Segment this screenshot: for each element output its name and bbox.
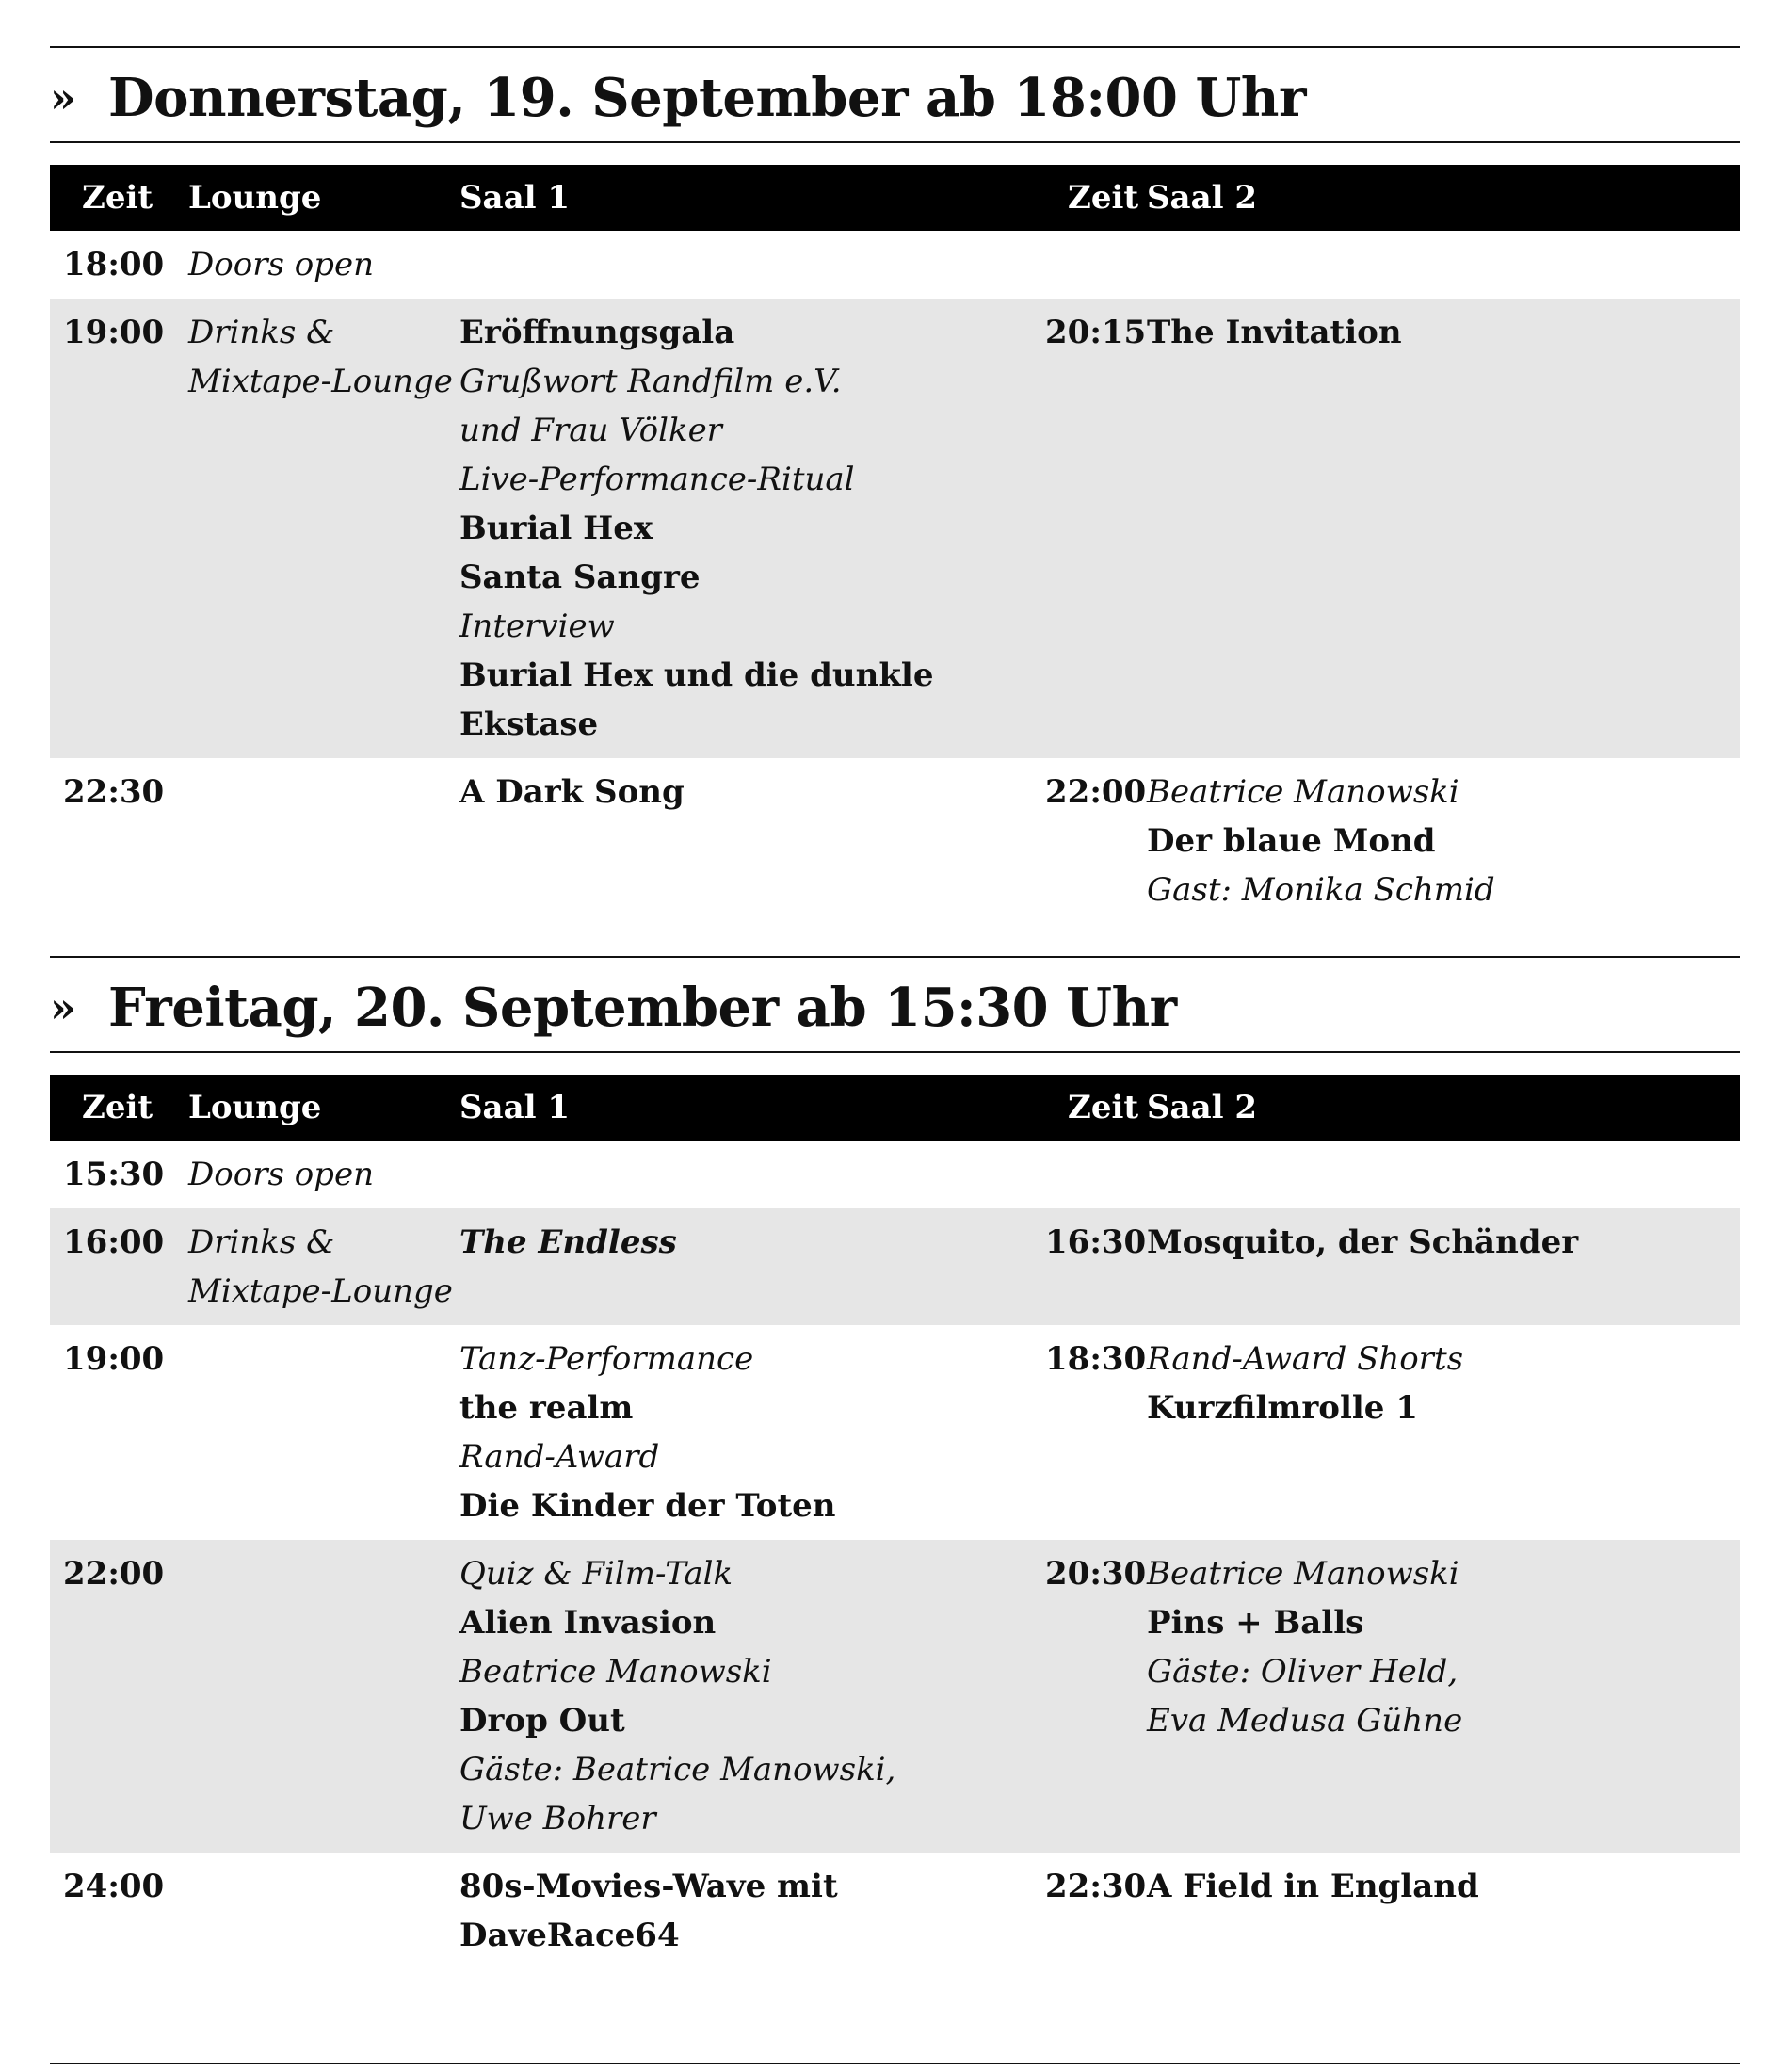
raquo-icon: » [50, 983, 76, 1032]
header-zeit-2: Zeit [1068, 1089, 1139, 1126]
saal2-cell [1147, 1335, 1740, 1530]
day-title: Donnerstag, 19. September ab 18:00 Uhr [108, 67, 1307, 129]
program-note: Tanz-Performance [459, 1340, 754, 1378]
table-row [50, 299, 1740, 758]
time-saal1: 24:00 [63, 1868, 165, 1905]
saal2-cell [1147, 1862, 1740, 1960]
saal2-cell [1147, 1150, 1740, 1199]
program-note: Rand-Award Shorts [1147, 1340, 1464, 1378]
program-note: Beatrice Manowski [1147, 773, 1459, 811]
header-lounge: Lounge [188, 1089, 322, 1126]
day-heading-1 [50, 60, 1740, 136]
saal1-cell [459, 1862, 1024, 1960]
raquo-icon: » [50, 73, 76, 122]
program-title: 80s-Movies-Wave mit [459, 1868, 838, 1905]
time-saal1: 19:00 [63, 1340, 165, 1378]
saal1-cell [459, 308, 1024, 749]
divider [50, 956, 1740, 958]
time-saal1: 16:00 [63, 1223, 165, 1261]
lounge-line: Drinks & [188, 1223, 335, 1261]
program-note: Gäste: Beatrice Manowski, [459, 1751, 896, 1789]
time-saal1: 15:30 [63, 1156, 165, 1193]
program-note: Eva Medusa Gühne [1147, 1702, 1463, 1740]
table-row [50, 1208, 1740, 1325]
program-note: Grußwort Randfilm e.V. [459, 363, 842, 400]
program-note: Quiz & Film-Talk [459, 1555, 733, 1593]
lounge-line: Mixtape-Lounge [188, 1272, 453, 1310]
time-saal2: 18:30 [1045, 1340, 1147, 1378]
program-title: The Endless [459, 1223, 677, 1261]
time-saal1: 22:00 [63, 1555, 165, 1593]
header-saal2: Saal 2 [1147, 1089, 1258, 1126]
table-row [50, 758, 1740, 924]
table-header [50, 1075, 1740, 1141]
table-header [50, 165, 1740, 231]
program-note: Live-Performance-Ritual [459, 461, 855, 498]
day-heading-2 [50, 970, 1740, 1045]
header-zeit-2: Zeit [1068, 179, 1139, 217]
lounge-line: Doors open [188, 1156, 374, 1193]
divider-top [50, 46, 1740, 48]
time-saal2: 22:00 [1045, 773, 1147, 811]
table-row [50, 231, 1740, 299]
saal2-cell [1147, 1549, 1740, 1843]
saal2-cell [1147, 308, 1740, 749]
lounge-cell [188, 768, 459, 915]
table-row [50, 1141, 1740, 1208]
time-saal2: 20:30 [1045, 1555, 1147, 1593]
lounge-line: Doors open [188, 246, 374, 283]
time-saal1: 18:00 [63, 246, 165, 283]
program-note: Rand-Award [459, 1438, 660, 1476]
time-saal1: 22:30 [63, 773, 165, 811]
table-body [50, 1141, 1740, 1969]
saal1-cell [459, 768, 1024, 915]
saal2-cell [1147, 1218, 1740, 1316]
schedule-table-1 [50, 165, 1740, 924]
program-title: Burial Hex und die dunkle [459, 656, 934, 694]
program-title: Die Kinder der Toten [459, 1487, 836, 1525]
program-note: und Frau Völker [459, 412, 722, 449]
program-title: DaveRace64 [459, 1917, 680, 1954]
divider [50, 141, 1740, 143]
lounge-line: Mixtape-Lounge [188, 363, 453, 400]
day-title: Freitag, 20. September ab 15:30 Uhr [108, 977, 1177, 1039]
program-note: Uwe Bohrer [459, 1800, 656, 1837]
program-title: Ekstase [459, 705, 599, 743]
program-title: A Dark Song [459, 773, 685, 811]
divider-bottom [50, 2063, 1740, 2064]
program-note: Interview [459, 607, 615, 645]
saal1-cell [459, 1549, 1024, 1843]
header-saal1: Saal 1 [459, 1089, 571, 1126]
program-title: A Field in England [1147, 1868, 1479, 1905]
program-title: Der blaue Mond [1147, 822, 1436, 860]
lounge-cell [188, 1218, 459, 1316]
divider [50, 1051, 1740, 1053]
saal1-cell [459, 1218, 1024, 1316]
table-row [50, 1540, 1740, 1853]
program-title: Santa Sangre [459, 558, 701, 596]
saal1-cell [459, 240, 1024, 289]
program-title: The Invitation [1147, 314, 1402, 351]
lounge-cell [188, 240, 459, 289]
time-saal2: 22:30 [1045, 1868, 1147, 1905]
table-body [50, 231, 1740, 924]
program-title: Alien Invasion [459, 1604, 717, 1642]
lounge-line: Drinks & [188, 314, 335, 351]
table-row [50, 1325, 1740, 1540]
lounge-cell [188, 1335, 459, 1530]
time-saal1: 19:00 [63, 314, 165, 351]
time-saal2 [1024, 1150, 1147, 1199]
lounge-cell [188, 1549, 459, 1843]
time-saal2: 20:15 [1045, 314, 1147, 351]
table-row [50, 1853, 1740, 1969]
program-title: Eröffnungsgala [459, 314, 735, 351]
program-note: Gäste: Oliver Held, [1147, 1653, 1459, 1691]
header-saal1: Saal 1 [459, 179, 571, 217]
saal1-cell [459, 1335, 1024, 1530]
program-note: Beatrice Manowski [459, 1653, 772, 1691]
program-title: Burial Hex [459, 510, 653, 547]
header-lounge: Lounge [188, 179, 322, 217]
saal1-cell [459, 1150, 1024, 1199]
header-zeit: Zeit [82, 1089, 153, 1126]
program-title: Kurzfilmrolle 1 [1147, 1389, 1418, 1427]
program-title: the realm [459, 1389, 634, 1427]
time-saal2 [1024, 240, 1147, 289]
lounge-cell [188, 308, 459, 749]
program-title: Pins + Balls [1147, 1604, 1364, 1642]
saal2-cell [1147, 768, 1740, 915]
program-title: Mosquito, der Schänder [1147, 1223, 1579, 1261]
time-saal2: 16:30 [1045, 1223, 1147, 1261]
header-saal2: Saal 2 [1147, 179, 1258, 217]
lounge-cell [188, 1150, 459, 1199]
saal2-cell [1147, 240, 1740, 289]
lounge-cell [188, 1862, 459, 1960]
header-zeit: Zeit [82, 179, 153, 217]
program-note: Beatrice Manowski [1147, 1555, 1459, 1593]
schedule-table-2 [50, 1075, 1740, 1969]
program-title: Drop Out [459, 1702, 625, 1740]
program-note: Gast: Monika Schmid [1147, 871, 1495, 909]
